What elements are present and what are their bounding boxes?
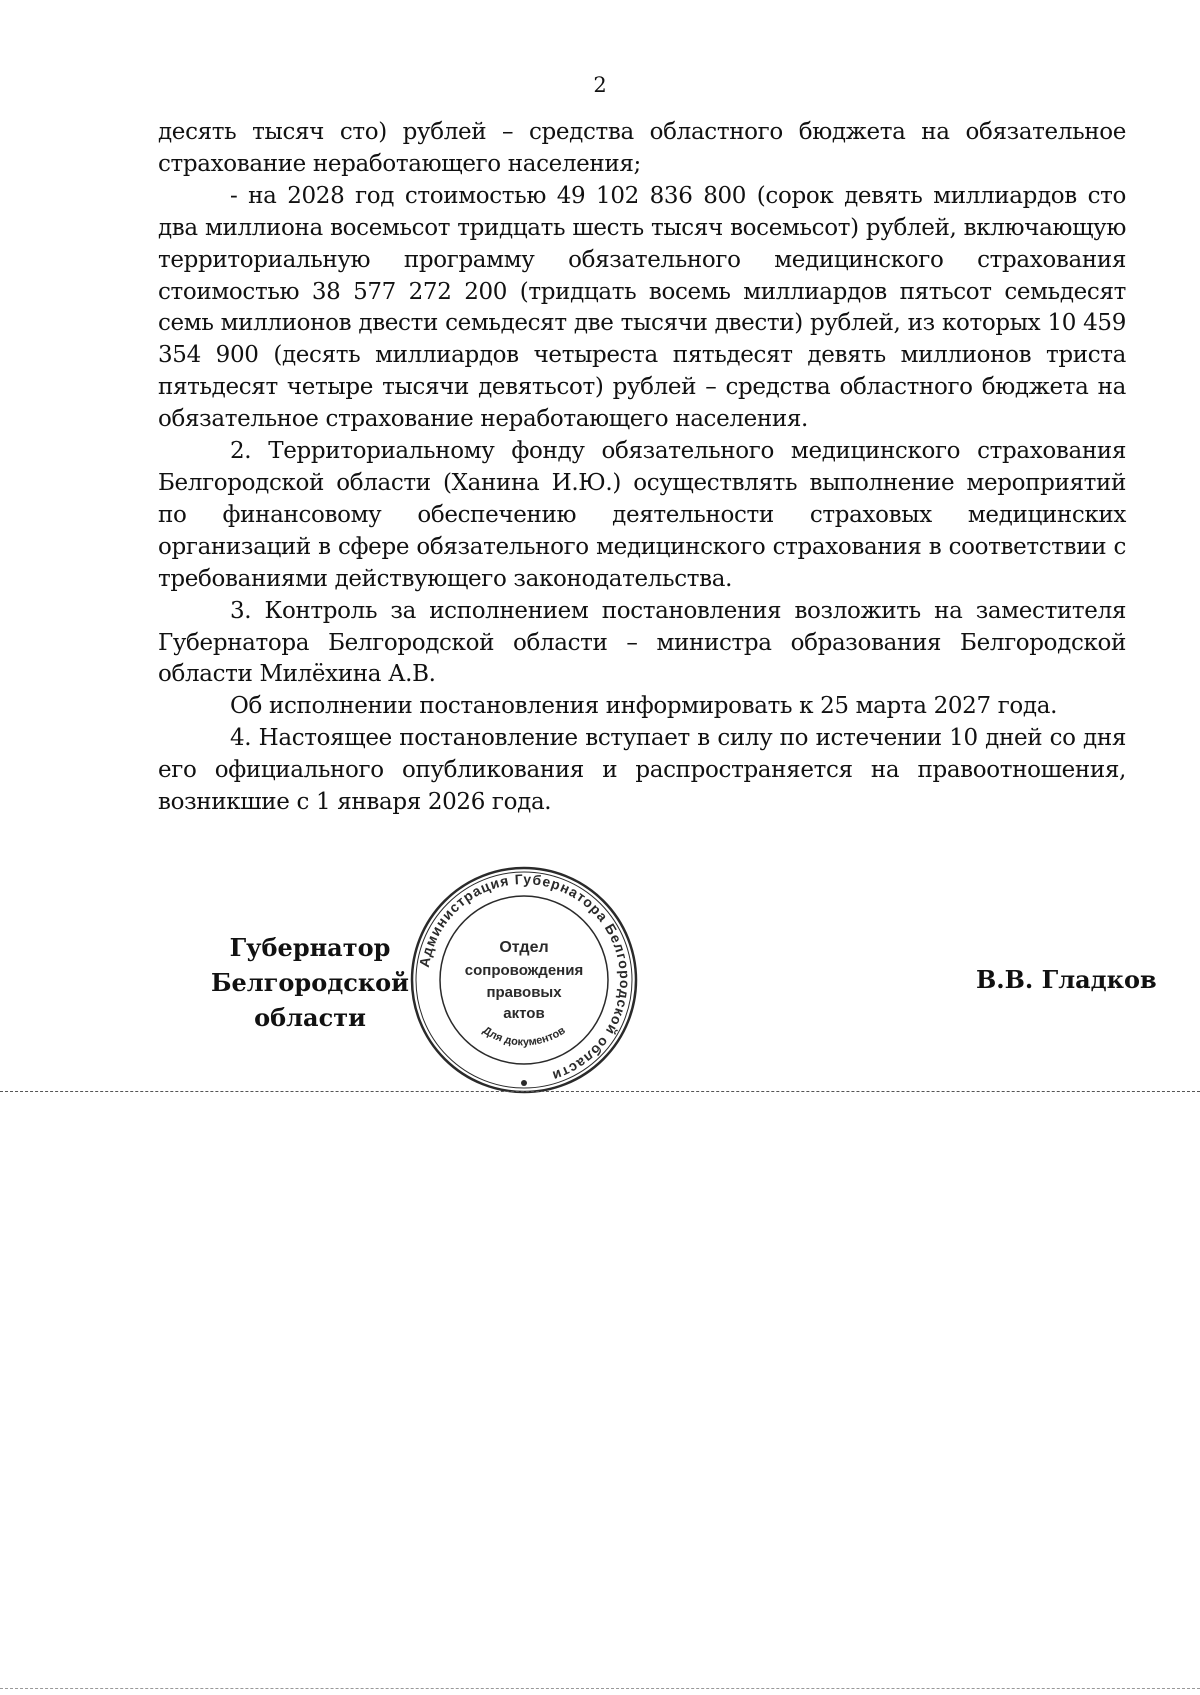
signature-title-line-1: Губернатор <box>229 933 391 962</box>
stamp-center-line-4: актов <box>503 1005 545 1022</box>
stamp-center-line-2: сопровождения <box>464 962 584 979</box>
signature-title-line-2: Белгородской области <box>211 968 409 1032</box>
stamp-outer-text: Администрация Губернатора Белгородской области <box>415 870 634 1085</box>
document-body <box>158 117 1126 819</box>
paragraph-2: - на 2028 год стоимостью 49 102 836 800 (сорок девять миллиардов сто два миллиона восемьсот тридцать шесть тысяч восемьсот) рублей, включающую территориальную программу обязательного медицинского страхования стоимостью 38 577 272 200 (тридцать восемь миллиардов пятьсот семьдесят семь миллионов двести семьдесят две тысячи двести) рублей, из которых 10 459 354 900 (десять миллиардов четыреста пятьдесят девять миллионов триста пятьдесят четыре тысячи девятьсот) рублей – средства областного бюджета на обязательное страхование неработающего населения. <box>158 182 1126 433</box>
paragraph-5: Об исполнении постановления информировать к 25 марта 2027 года. <box>230 693 1058 720</box>
paragraph-1: десять тысяч сто) рублей – средства областного бюджета на обязательное страхование неработающего населения; <box>158 119 1126 177</box>
official-stamp <box>404 860 644 1100</box>
scan-divider-line <box>0 1091 1200 1092</box>
paragraph-3: 2. Территориальному фонду обязательного медицинского страхования Белгородской области (Ханина И.Ю.) осуществлять выполнение мероприятий по финансовому обеспечению деятельности страховых медицинских организаций в сфере обязательного медицинского страхования в соответствии с требованиями действующего законодательства. <box>158 438 1126 592</box>
paragraph-6: 4. Настоящее постановление вступает в силу по истечении 10 дней со дня его официального опубликования и распространяется на правоотношения, возникшие с 1 января 2026 года. <box>158 725 1126 816</box>
stamp-center-line-1: Отдел <box>499 939 549 956</box>
stamp-bottom-text: Для документов <box>480 1024 568 1049</box>
page-number: 2 <box>593 73 607 97</box>
stamp-center-line-3: правовых <box>486 984 562 1001</box>
stamp-outer-ring <box>412 868 636 1092</box>
signature-name: В.В. Гладков <box>976 965 1157 994</box>
svg-text:Для документов <box>480 1024 567 1048</box>
paragraph-4: 3. Контроль за исполнением постановления возложить на заместителя Губернатора Белгородской области – министра образования Белгородской области Милёхина А.В. <box>158 597 1126 688</box>
scan-bottom-line <box>0 1688 1200 1689</box>
stamp-star-icon <box>521 1080 527 1086</box>
